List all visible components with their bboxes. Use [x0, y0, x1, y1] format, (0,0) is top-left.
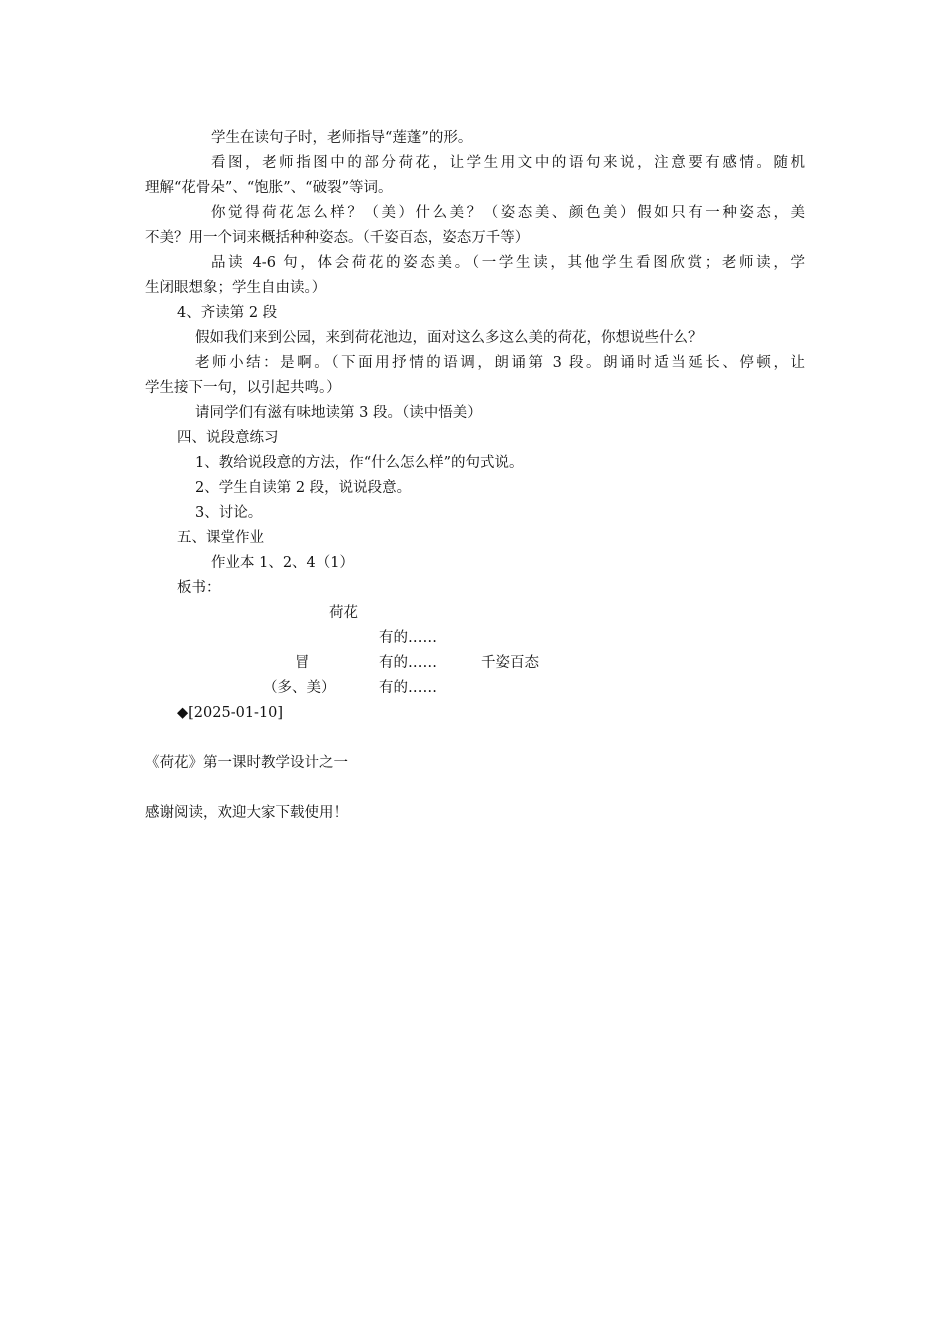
paragraph: 生闭眼想象；学生自由读。）: [145, 280, 327, 296]
paragraph: 作业本 1、2、4（1）: [211, 555, 355, 571]
closing-text: 感谢阅读，欢迎大家下载使用！: [145, 805, 348, 821]
date-marker: ◆[2025-01-10]: [177, 705, 284, 721]
paragraph: 品读 4-6 句，体会荷花的姿态美。（一学生读，其他学生看图欣赏；老师读，学: [211, 255, 805, 271]
paragraph: 不美？用一个词来概括种种姿态。（千姿百态，姿态万千等）: [145, 230, 530, 246]
paragraph: 学生接下一句，以引起共鸣。）: [145, 380, 341, 396]
paragraph: 学生在读句子时，老师指导“莲蓬”的形。: [211, 130, 473, 146]
list-item: 2、学生自读第 2 段，说说段意。: [195, 480, 412, 496]
list-item: 1、教给说段意的方法，作“什么怎么样”的句式说。: [195, 455, 524, 471]
board-left-word: 冒: [295, 655, 310, 671]
list-item: 3、讨论。: [195, 505, 263, 521]
section-heading: 四、说段意练习: [177, 430, 279, 446]
document-title: 《荷花》第一课时教学设计之一: [145, 755, 348, 771]
paragraph: 看图，老师指图中的部分荷花，让学生用文中的语句来说，注意要有感情。随机: [211, 155, 805, 171]
board-summary: 千姿百态: [481, 655, 539, 671]
paragraph: 理解“花骨朵”、“饱胀”、“破裂”等词。: [145, 180, 393, 196]
board-item: 有的……: [379, 630, 437, 646]
board-label: 板书：: [177, 580, 221, 596]
board-title: 荷花: [329, 605, 358, 621]
paragraph: 老师小结：是啊。（下面用抒情的语调，朗诵第 3 段。朗诵时适当延长、停顿，让: [195, 355, 805, 371]
board-item: 有的……: [379, 680, 437, 696]
section-heading: 4、齐读第 2 段: [177, 305, 278, 321]
section-heading: 五、课堂作业: [177, 530, 264, 546]
board-item: 有的……: [379, 655, 437, 671]
paragraph: 你觉得荷花怎么样？（美）什么美？（姿态美、颜色美）假如只有一种姿态，美: [211, 205, 805, 221]
paragraph: 请同学们有滋有味地读第 3 段。（读中悟美）: [195, 405, 482, 421]
board-left-note: （多、美）: [263, 680, 336, 696]
paragraph: 假如我们来到公园，来到荷花池边，面对这么多这么美的荷花，你想说些什么？: [195, 330, 703, 346]
